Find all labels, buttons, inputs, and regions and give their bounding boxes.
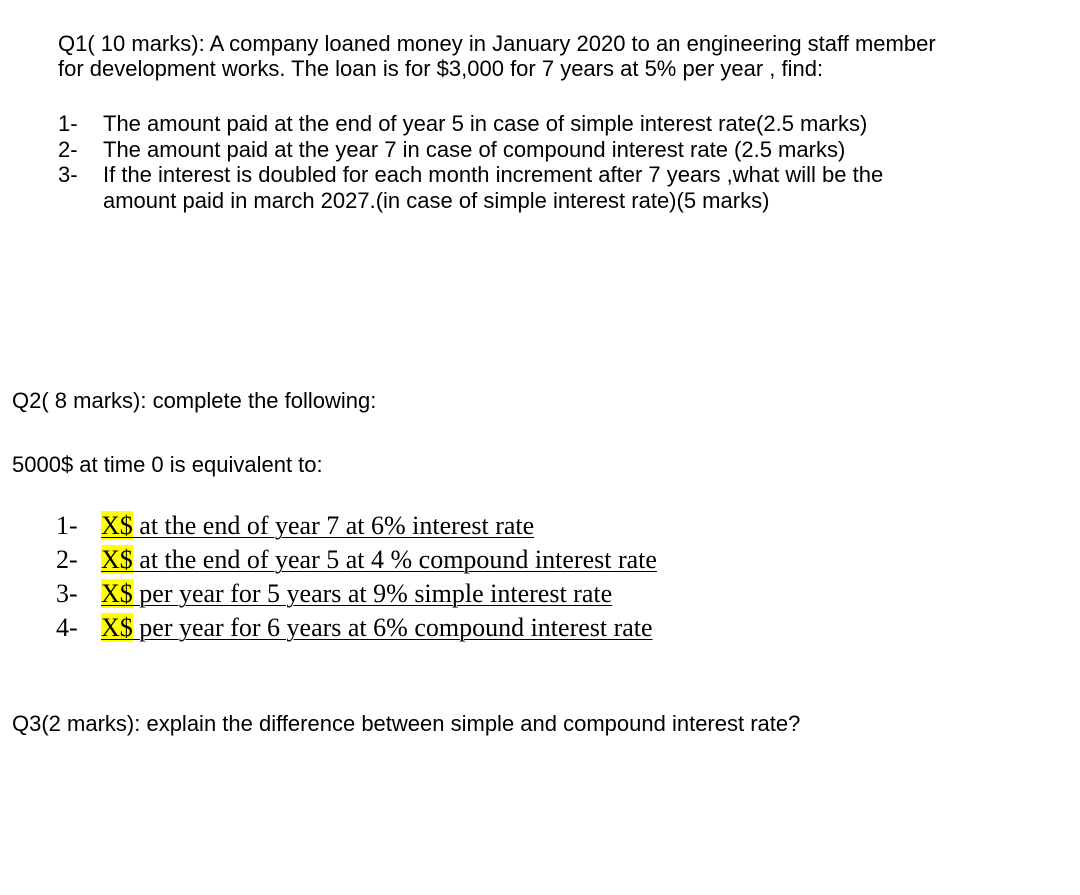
q2-item-1-number: 1-	[56, 511, 78, 540]
q1-item-3-text-cont: amount paid in march 2027.(in case of simple interest rate)(5 marks)	[103, 188, 770, 213]
q2-item-4-placeholder: X$	[101, 613, 133, 642]
q1-line-2: for development works. The loan is for $3,000 for 7 years at 5% per year , find:	[58, 56, 824, 81]
q1-item-2-number: 2-	[58, 137, 78, 162]
q2-title: Q2( 8 marks): complete the following:	[12, 388, 377, 413]
q1-item-3-text: If the interest is doubled for each month increment after 7 years ,what will be the	[103, 162, 884, 187]
q1-item-3-number: 3-	[58, 162, 78, 187]
q2-item-2-number: 2-	[56, 545, 78, 574]
q2-item-4-text: per year for 6 years at 6% compound interest rate	[132, 613, 653, 642]
q1-line-1: Q1( 10 marks): A company loaned money in January 2020 to an engineering staff member	[58, 31, 936, 56]
q2-item-4	[101, 612, 653, 644]
q2-item-1-placeholder: X$	[101, 511, 133, 540]
q2-intro: 5000$ at time 0 is equivalent to:	[12, 452, 323, 477]
q2-item-1-text: at the end of year 7 at 6% interest rate	[132, 511, 535, 540]
q2-item-4-number: 4-	[56, 613, 78, 642]
q2-item-1	[101, 510, 534, 542]
q2-item-2-text: at the end of year 5 at 4 % compound interest rate	[132, 545, 657, 574]
q2-item-2-placeholder: X$	[101, 545, 133, 574]
q2-item-2	[101, 544, 657, 576]
q3-title: Q3(2 marks): explain the difference between simple and compound interest rate?	[12, 711, 801, 736]
q2-item-3-number: 3-	[56, 579, 78, 608]
q2-item-3-placeholder: X$	[101, 579, 133, 608]
q1-item-1-number: 1-	[58, 111, 78, 136]
q2-item-3	[101, 578, 612, 610]
q2-item-3-text: per year for 5 years at 9% simple interest rate	[132, 579, 613, 608]
q1-item-1-text: The amount paid at the end of year 5 in case of simple interest rate(2.5 marks)	[103, 111, 868, 136]
q1-item-2-text: The amount paid at the year 7 in case of compound interest rate (2.5 marks)	[103, 137, 846, 162]
